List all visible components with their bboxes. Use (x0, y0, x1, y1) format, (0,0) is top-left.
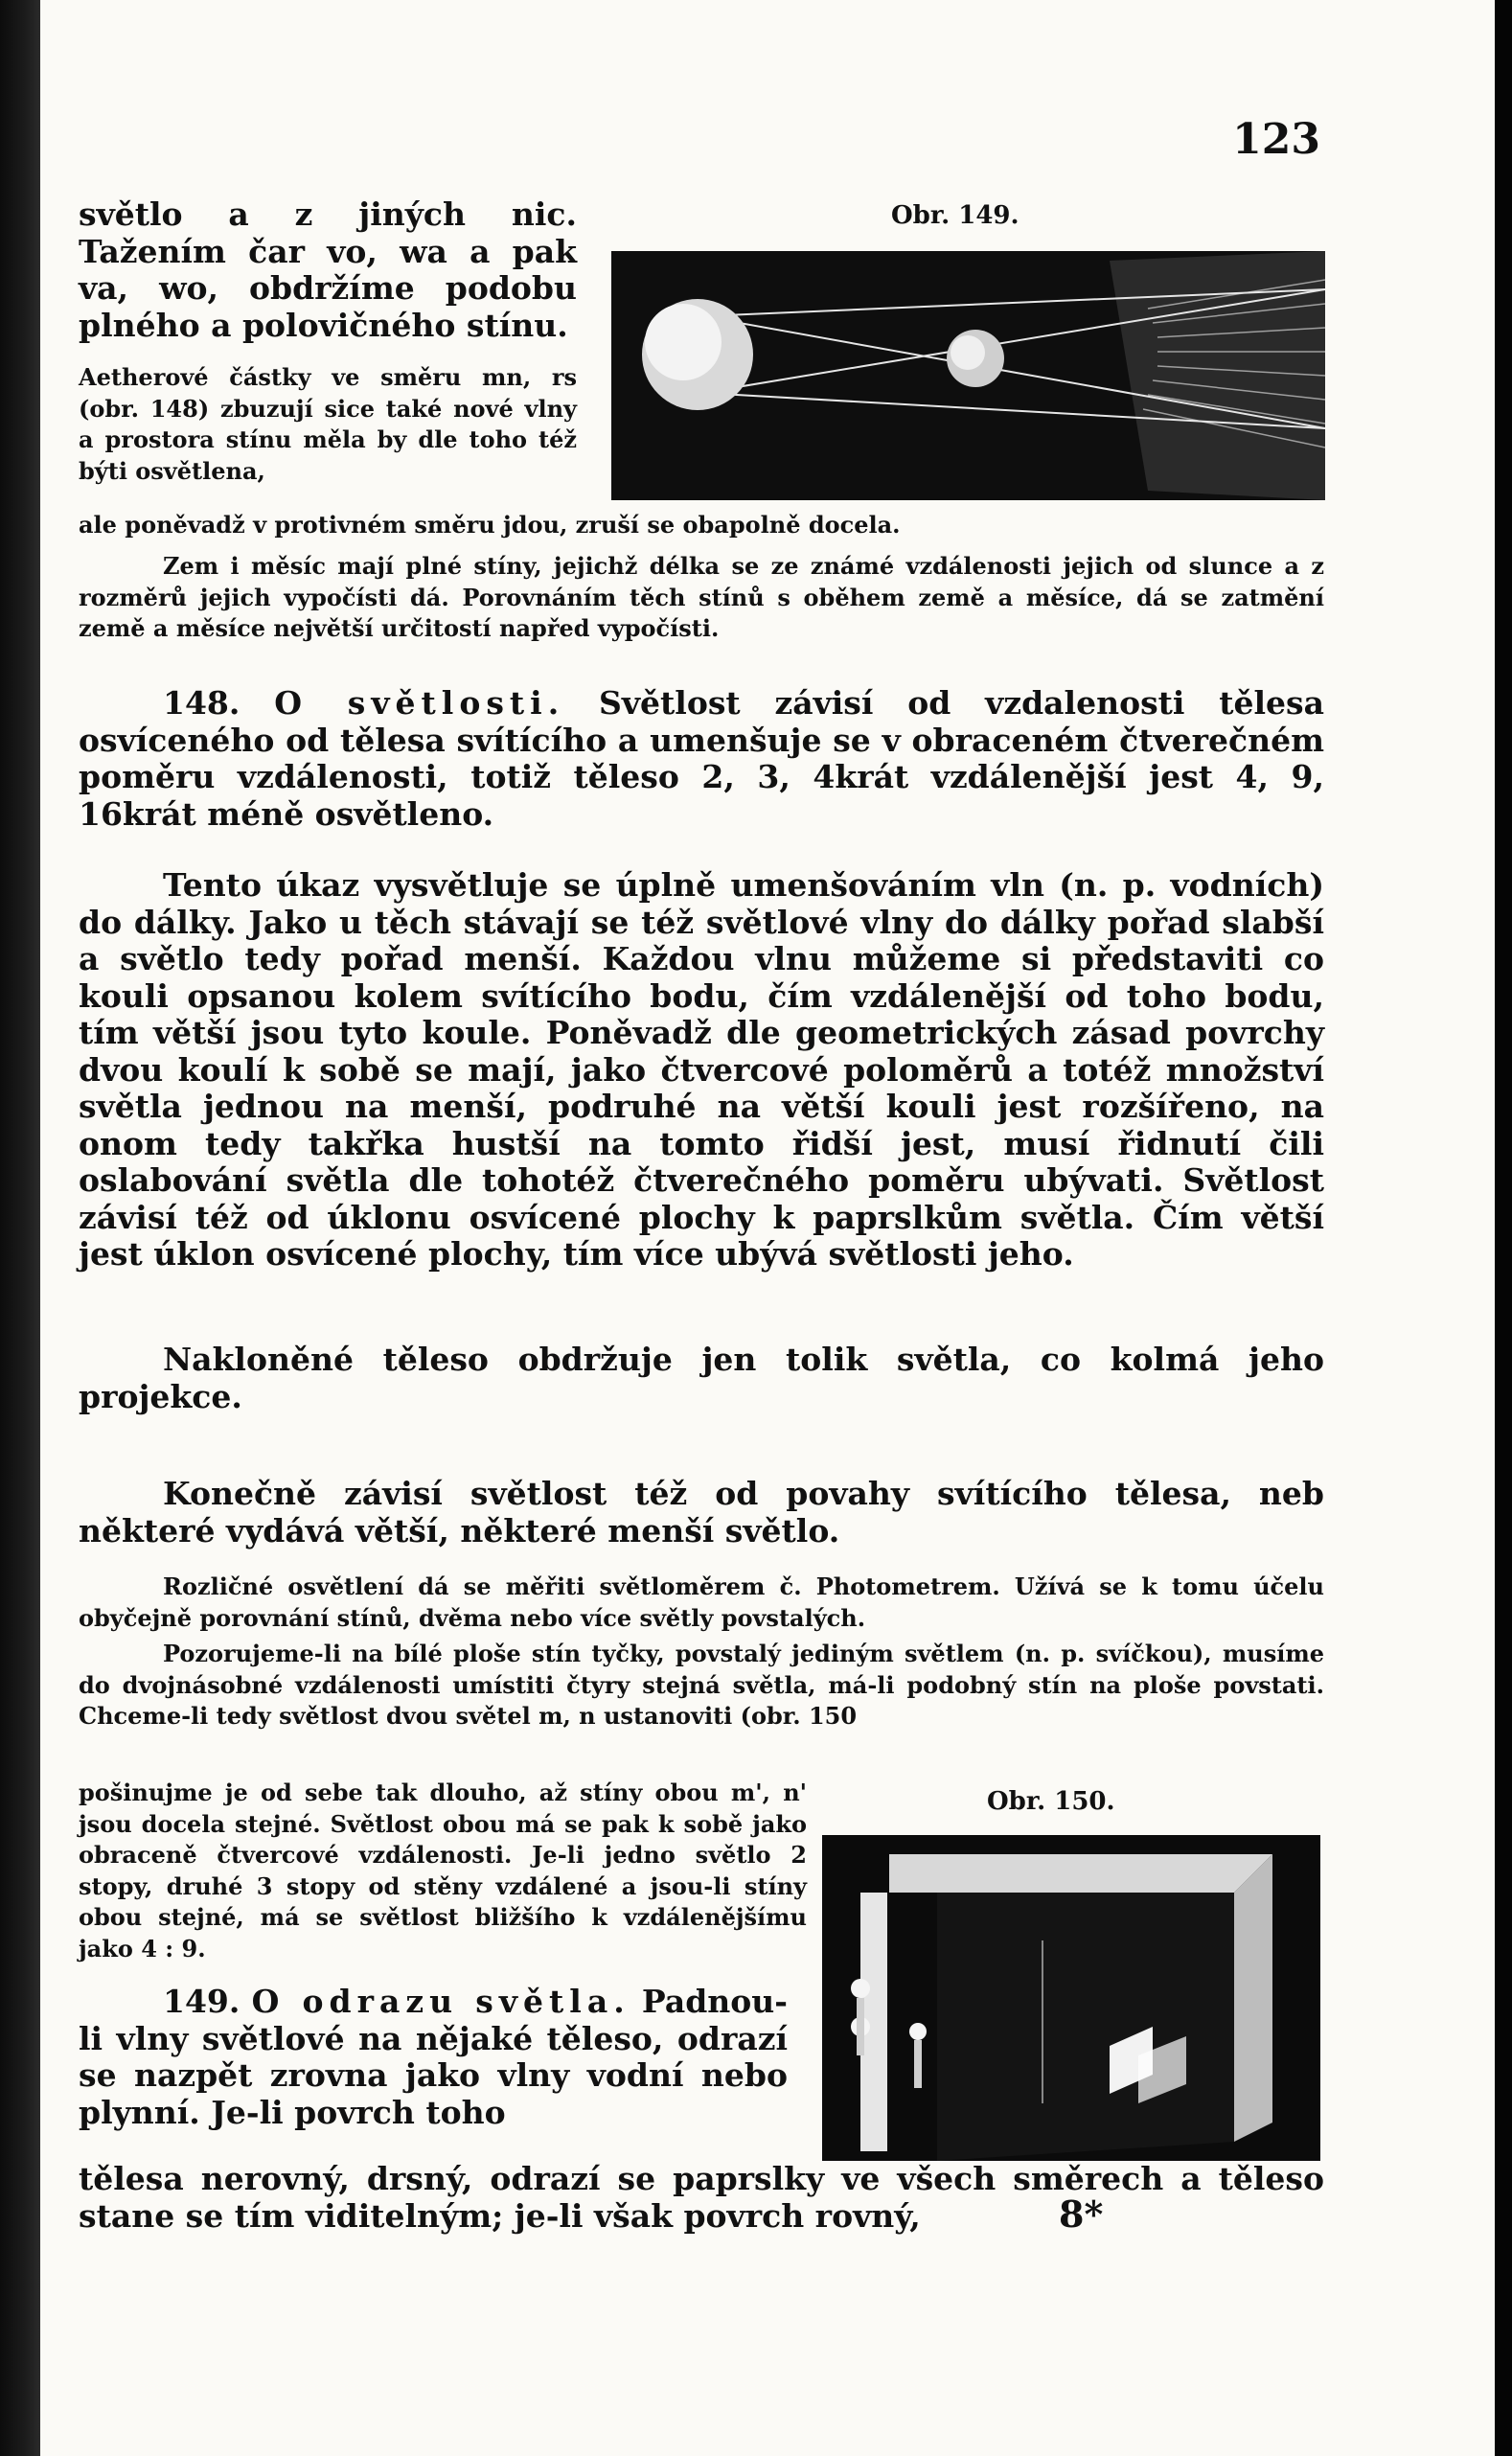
page-number: 123 (1232, 115, 1320, 164)
paragraph-wave-explanation: Tento úkaz vysvětluje se úplně umenšováním vln (n. p. vodních) do dálky. Jako u těch stávají se též světlové vlny do dálky pořad slabší a světlo tedy pořad menší. Každou vlnu můžeme si představiti co kouli opsanou kolem svítícího bodu, čím vzdálenější od toho bodu, tím větší jsou tyto koule. Poněvadž dle geometrických zásad povrchy dvou koulí k sobě se mají, jako čtvercové poloměrů a totéž množství světla jednou na menší, podruhé na větší kouli jest rozšířeno, na onom tedy takřka hustší na tomto řidší jest, musí řidnutí čili oslabování světla dle tohotéž čtverečného poměru ubývati. Světlost závisí též od úklonu osvícené plochy k paprslkům světla. Čím větší jest úklon osvícené plochy, tím více ubývá světlosti jeho. (79, 866, 1324, 1273)
paragraph-intro: světlo a z jiných nic. Tažením čar vo, wa a pak va, wo, obdržíme podobu plného a polovičného stínu. (79, 195, 577, 344)
section-number: 149. (163, 1983, 241, 2020)
section-text: Padnou-li vlny světlové na nějaké těleso, odrazí se nazpět zrovna jako vlny vodní nebo plynní. Je-li povrch toho (79, 1983, 788, 2131)
paragraph-light-source-nature: Konečně závisí světlost též od povahy svítícího tělesa, neb některé vydává větší, některé menší světlo. (79, 1475, 1324, 1549)
figure-150-caption: Obr. 150. (987, 1787, 1115, 1816)
paragraph-inclined-body: Nakloněné těleso obdržuje jen tolik světla, co kolmá jeho projekce. (79, 1341, 1324, 1415)
paragraph-earth-moon-shadows: Zem i měsíc mají plné stíny, jejichž délka se ze známé vzdálenosti jejich od slunce a z rozměrů jejich vypočísti dá. Porovnáním těch stínů s oběhem země a měsíce, dá se zatmění země a měsíce největší určitostí napřed vypočísti. (79, 552, 1324, 642)
section-title: O světlosti. (274, 684, 565, 722)
signature-mark: 8* (1059, 2192, 1104, 2236)
section-149 (79, 1984, 788, 2131)
section-148 (79, 685, 1324, 833)
paragraph-aether-continuation: ale poněvadž v protivném směru jdou, zruší se obapolně docela. (79, 511, 901, 539)
section-title: O odrazu světla. (251, 1983, 630, 2020)
scan-edge-left (0, 0, 40, 2456)
section-149-continuation: tělesa nerovný, drsný, odrazí se paprslky ve všech směrech a těleso stane se tím viditelným; je-li však povrch rovný, (79, 2160, 1324, 2235)
eclipse-shadow-diagram-icon (611, 251, 1325, 500)
photometer-illustration-icon (822, 1835, 1320, 2161)
figure-149-caption: Obr. 149. (891, 201, 1019, 230)
section-number: 148. (163, 684, 241, 722)
paragraph-photometer: Rozličné osvětlení dá se měřiti světloměrem č. Photometrem. Užívá se k tomu účelu obyčejně porovnání stínů, dvěma nebo více světly povstalých. (79, 1572, 1324, 1632)
paragraph-shadow-observation-continuation: pošinujme je od sebe tak dlouho, až stíny obou m', n' jsou docela stejné. Světlost obou má se pak k sobě jako obraceně čtvercové vzdálenosti. Je-li jedno světlo 2 stopy, druhé 3 stopy od stěny vzdálené a jsou-li stíny obou stejné, má se světlost bližšího k vzdálenějšímu jako 4 : 9. (79, 1779, 807, 1963)
paragraph-shadow-observation: Pozorujeme-li na bílé ploše stín tyčky, povstalý jediným světlem (n. p. svíčkou), musíme do dvojnásobné vzdálenosti umístiti čtyry stejná světla, má-li podobný stín na ploše povstati. Chceme-li tedy světlost dvou světel m, n ustanoviti (obr. 150 (79, 1640, 1324, 1730)
section-text: Světlost závisí od vzdalenosti tělesa osvíceného od tělesa svítícího a umenšuje se v obraceném čtverečném poměru vzdálenosti, totiž těleso 2, 3, 4krát vzdálenější jest 4, 9, 16krát méně osvětleno. (79, 684, 1324, 833)
scan-edge-right (1495, 0, 1512, 2456)
paragraph-aether: Aetherové částky ve směru mn, rs (obr. 148) zbuzují sice také nové vlny a prostora stínu měla by dle toho též býti osvětlena, (79, 363, 577, 485)
